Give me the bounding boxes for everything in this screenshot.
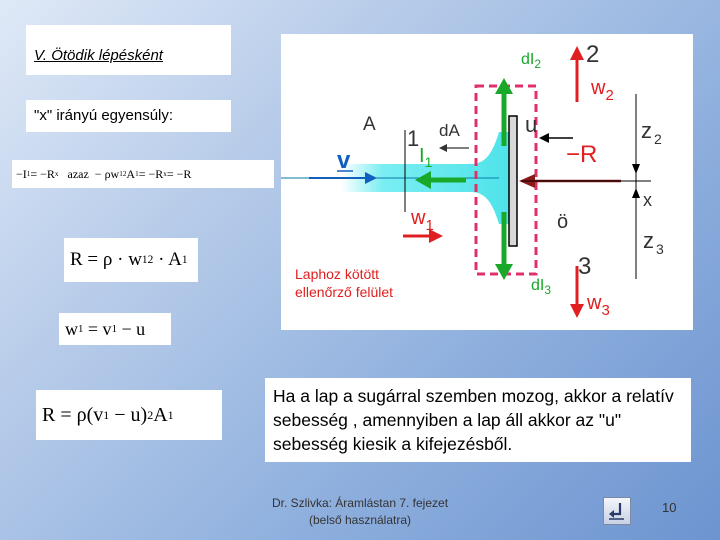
formula-force-moving-plate: R = ρ(v 1 − u) 2 A 1 <box>36 390 222 440</box>
label-A: A <box>363 114 376 135</box>
explanation-note: Ha a lap a sugárral szemben mozog, akkor a relatív sebesség , amennyiben a lap áll akkor az "u" sebesség kiesik a kifejezésből. <box>265 378 691 462</box>
u-arrow-head <box>539 133 549 143</box>
footer <box>250 495 470 529</box>
jet-plate-diagram <box>281 34 693 330</box>
label-I1: $I_1$ <box>419 145 433 170</box>
label-dI3: $dI_3$ <box>531 277 552 297</box>
dI2-arrow-head <box>495 78 513 94</box>
x-balance-label: "x" irányú egyensúly: <box>34 107 174 124</box>
label-dI2: $dI_2$ <box>521 51 542 71</box>
page-number: 10 <box>662 500 677 515</box>
label-dA: dA <box>439 121 460 140</box>
label-u: u <box>525 112 538 137</box>
plate <box>509 116 517 246</box>
label-3: 3 <box>578 253 592 280</box>
return-nav-button[interactable] <box>603 497 631 525</box>
label-surface-line1: Laphoz kötött <box>295 266 380 282</box>
w3-arrow-head <box>570 304 584 318</box>
z2-dim-arrow <box>632 164 640 174</box>
x-balance-box <box>26 100 231 132</box>
title-box <box>26 25 231 75</box>
formula-force: R = ρ · w 1 2 · A 1 <box>64 238 198 282</box>
formula-relative-velocity: w 1 = v 1 − u <box>59 313 171 345</box>
footer-line2: (belső használatra) <box>308 513 412 527</box>
z3-dim-arrow <box>632 188 640 198</box>
footer-line1: Dr. Szlivka: Áramlástan 7. fejezet <box>271 496 449 510</box>
label-w2: $w_2$ <box>591 77 614 104</box>
label-minus-R: −R <box>566 141 598 168</box>
formula-momentum-balance: −I 1 = −R x azaz − ρw 1 2 A 1 = −R x = −R <box>12 160 274 188</box>
label-w1: $w_1$ <box>411 207 434 234</box>
dI3-arrow-head <box>495 264 513 280</box>
label-2: 2 <box>586 41 600 68</box>
label-x: x <box>643 190 652 210</box>
label-z3: z $_3$ <box>643 228 664 257</box>
dA-arrow-head <box>439 144 447 152</box>
label-z2: z $_2$ <box>641 118 662 147</box>
return-arrow-icon <box>604 498 630 524</box>
label-1: 1 <box>407 126 420 151</box>
label-o: ö <box>557 211 569 233</box>
label-w3: $w_3$ <box>587 292 610 319</box>
diagram-svg <box>281 34 693 330</box>
slide-title: V. Ötödik lépésként <box>34 47 163 64</box>
w2-arrow-head <box>570 46 584 60</box>
label-v: v <box>337 147 351 174</box>
label-surface-line2: ellenőrző felület <box>295 284 394 300</box>
